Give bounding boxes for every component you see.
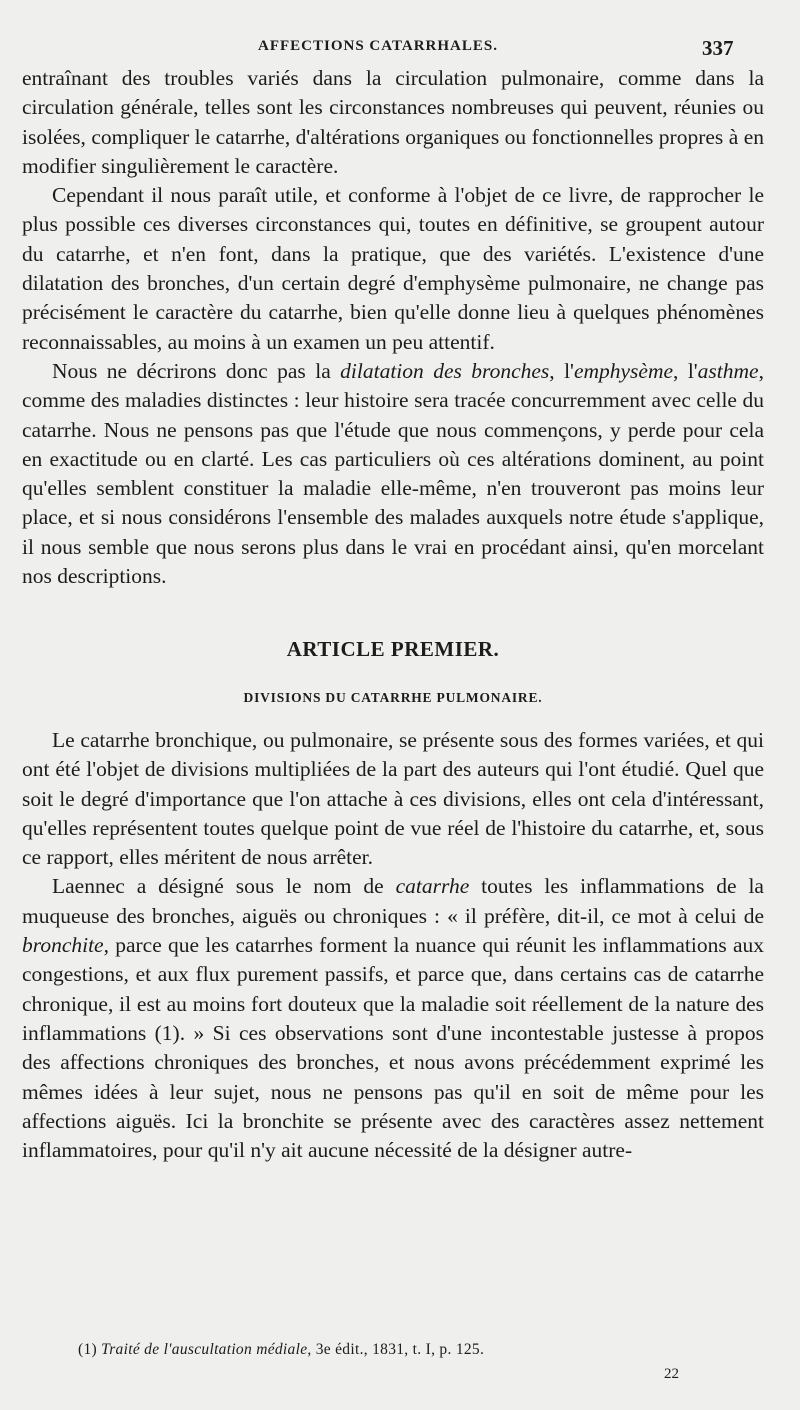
footnote-details: , 3e édit., 1831, t. I, p. 125.: [307, 1341, 485, 1358]
footnote-title: Traité de l'auscultation médiale: [101, 1341, 308, 1358]
italic-term: dilatation des bronches: [340, 358, 550, 383]
text-run: , parce que les catarrhes forment la nuance qui réunit les inflammations aux congestions, et aux flux purement passifs, et parce que, dans certains cas de catarrhe chronique, il est au moins fort douteux que la maladie soit réellement de la nature des inflammations (1). » Si ces observations sont d'une incontestable justesse à propos des affections chroniques des bronches, et nous avons précédemment exprimé les mêmes idées à leur sujet, nous ne pensons pas qu'il en soit de même pour les affections aiguës. Ici la bronchite se présente avec des caractères assez nettement inflammatoires, pour qu'il n'y ait aucune nécessité de la désigner autre-: [22, 933, 764, 1163]
italic-term: asthme: [697, 358, 759, 383]
paragraph-catarrhe-bronchique: Le catarrhe bronchique, ou pulmonaire, se présente sous des formes variées, et qui ont été l'objet de divisions multipliées de la part des auteurs qui l'ont étudié. Quel que soit le degré d'importance que l'on attache à ces divisions, elles ont cela d'intéressant, qu'elles représentent toutes quelque point de vue réel de l'histoire du catarrhe, et, sous ce rapport, elles méritent de nous arrêter.: [22, 727, 764, 870]
running-head: AFFECTIONS CATARRHALES.: [258, 38, 498, 54]
page-header: [0, 34, 800, 64]
text-run: Nous ne décrirons donc pas la: [52, 358, 341, 383]
text-run: toutes les inflammations de la muqueuse des bronches, aiguës ou chroniques : « il préfère, dit-il, ce mot à celui de: [22, 874, 764, 928]
text-run: Laennec a désigné sous le nom de: [52, 874, 396, 899]
paragraph-laennec: [22, 872, 764, 1165]
text-run: , l': [673, 358, 698, 383]
paragraph-nous-ne-decrirons: [22, 357, 764, 591]
section-title: DIVISIONS DU CATARRHE PULMONAIRE.: [243, 689, 543, 705]
footnote-marker: (1): [78, 1341, 102, 1358]
italic-term: catarrhe: [395, 874, 470, 899]
footnote: [78, 1341, 484, 1359]
signature-mark: 22: [664, 1366, 679, 1382]
article-title: ARTICLE PREMIER.: [286, 637, 500, 662]
text-run: , l': [549, 358, 574, 383]
page-number: 337: [702, 36, 734, 60]
paragraph-continuation: entraînant des troubles variés dans la circulation pulmonaire, comme dans la circulation générale, telles sont les circonstances nombreuses qui peuvent, réunies ou isolées, compliquer le catarrhe, d'altérations organiques ou fonctionnelles propres à en modifier singulièrement le caractère.: [22, 66, 764, 178]
paragraph-cependant: Cependant il nous paraît utile, et conforme à l'objet de ce livre, de rapprocher le plus possible ces diverses circonstances qui, toutes en définitive, se groupent autour du catarrhe, et n'en font, dans la pratique, que des variétés. L'existence d'une dilatation des bronches, d'un certain degré d'emphysème pulmonaire, ne change pas précisément le caractère du catarrhe, bien qu'elle donne lieu à quelques phénomènes reconnaissables, au moins à un examen un peu attentif.: [22, 183, 764, 354]
italic-term: emphysème: [573, 358, 674, 383]
text-run: , comme des maladies distinctes : leur histoire sera tracée concurremment avec celle du catarrhe. Nous ne pensons pas que l'étude que nous commençons, y perde pour cela en exactitude ou en clarté. Les cas particuliers où ces altérations dominent, au point qu'elles semblent constituer la maladie elle-même, n'en trouveront pas moins leur place, et si nous considérons l'ensemble des malades auxquels notre étude s'applique, il nous semble que nous serons plus dans le vrai en procédant ainsi, qu'en morcelant nos descriptions.: [22, 358, 764, 589]
body-text: [22, 64, 764, 1165]
italic-term: bronchite: [22, 933, 104, 958]
